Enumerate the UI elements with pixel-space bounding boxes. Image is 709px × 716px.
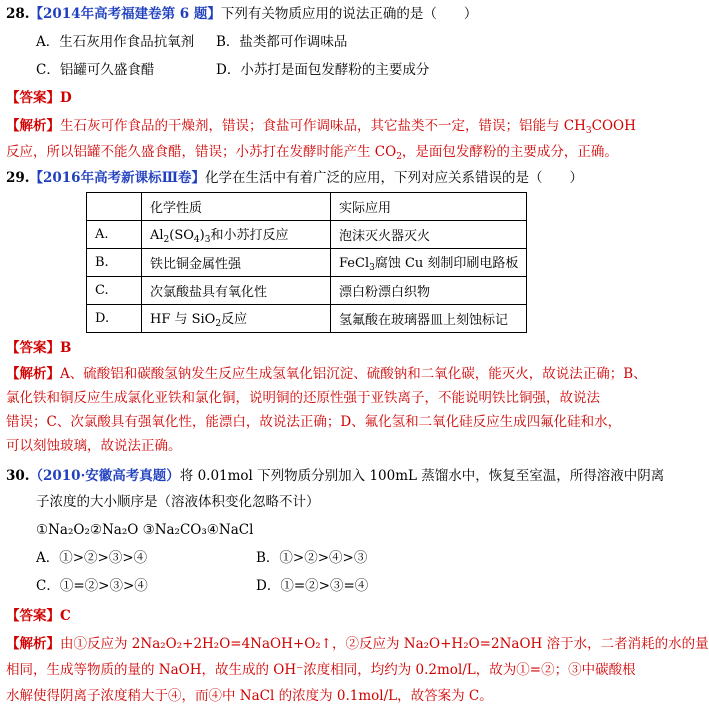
row-label: A. — [87, 221, 142, 249]
table-row — [87, 221, 527, 249]
application-cell: FeCl$_3$腐蚀 Cu 刻制印刷电路板 — [331, 249, 527, 277]
q30-items: ①Na₂O₂②Na₂O ③Na₂CO₃④NaCl — [36, 522, 254, 538]
q28-answer-label: 【答案】 — [6, 90, 60, 106]
q29-answer — [6, 338, 71, 358]
q28-option-c: C．铝罐可久盛食醋 — [36, 62, 155, 78]
row-label: B. — [87, 249, 142, 277]
q30-analysis-line-3: 水解使得阴离子浓度稍大于④，而④中 NaCl 的浓度为 0.1mol/L，故答案为 C。 — [6, 688, 493, 704]
table-header-cell: 实际应用 — [331, 193, 527, 221]
q30-option-c: C．①=②>③>④ — [36, 578, 148, 594]
table-header-cell: 化学性质 — [142, 193, 331, 221]
q29-answer-label: 【答案】 — [6, 340, 60, 356]
q29-table — [86, 192, 527, 333]
q28-source: 【2014年高考福建卷第 6 题】 — [29, 6, 221, 22]
q28-answer — [6, 88, 72, 108]
property-cell: 铁比铜金属性强 — [142, 249, 331, 277]
q28-analysis-line-1: 【解析】生石灰可作食品的干燥剂，错误；食盐可作调味品，其它盐类不一定，错误；铝能与 $CH_3COOH$ — [6, 118, 636, 136]
property-cell: $Al_2(SO_4)_3$和小苏打反应 — [142, 221, 331, 249]
application-cell: 氢氟酸在玻璃器皿上刻蚀标记 — [331, 305, 527, 333]
q28-number: 28. — [6, 6, 30, 22]
q29-number: 29. — [6, 170, 30, 186]
table-row — [87, 305, 527, 333]
q29-analysis-line-3: 错误；C、次氯酸具有强氧化性，能漂白，故说法正确；D、氟化氢和二氧化硅反应生成四氟化硅和水， — [6, 414, 622, 430]
q30-answer — [6, 606, 71, 626]
q29-analysis-label: 【解析】 — [6, 366, 60, 382]
q29-header — [6, 168, 583, 188]
q30-option-a: A．①>②>③>④ — [36, 550, 148, 566]
q28-stem: 下列有关物质应用的说法正确的是（ ） — [220, 6, 478, 22]
q28-analysis-text: COOH — [591, 118, 636, 134]
q28-analysis-line-2: 反应，所以铝罐不能久盛食醋，错误；小苏打在发酵时能产生 $CO_2$，是面包发酵粉的主要成分，正确。 — [6, 144, 618, 162]
q30-number: 30. — [6, 468, 30, 484]
q30-analysis-line-1 — [6, 634, 709, 654]
table-row — [87, 249, 527, 277]
q30-analysis-line-2: 相同，生成等物质的量的 NaOH，故生成的 OH⁻浓度相同，均约为 0.2mol/L，故为①=②；③中碳酸根 — [6, 662, 636, 678]
q28-analysis-label: 【解析】 — [6, 118, 60, 134]
q30-stem: 将 0.01mol 下列物质分别加入 100mL 蒸馏水中，恢复至室温，所得溶液中阴离 — [179, 468, 665, 484]
table-row — [87, 277, 527, 305]
q28-answer-value: D — [60, 90, 72, 106]
q30-analysis-text: 由①反应为 2Na₂O₂+2H₂O=4NaOH+O₂↑，②反应为 Na₂O+H₂O=2NaOH 溶于水，二者消耗的水的量 — [60, 636, 709, 652]
q28-header — [6, 4, 477, 24]
property-cell: 次氯酸盐具有氧化性 — [142, 277, 331, 305]
q30-answer-label: 【答案】 — [6, 608, 60, 624]
table-row — [87, 193, 527, 221]
q29-stem: 化学在生活中有着广泛的应用，下列对应关系错误的是（ ） — [205, 170, 584, 186]
q30-source: （2010·安徽高考真题） — [29, 468, 180, 484]
row-label: D. — [87, 305, 142, 333]
q28-option-d: D．小苏打是面包发酵粉的主要成分 — [216, 62, 430, 78]
property-cell: HF 与 SiO$_2$反应 — [142, 305, 331, 333]
q29-analysis-line-4: 可以刻蚀玻璃，故说法正确。 — [6, 438, 182, 454]
q28-analysis-text: 反应，所以铝罐不能久盛食醋，错误；小苏打在发酵时能产生 CO — [6, 144, 397, 160]
q30-stem-line-2: 子浓度的大小顺序是（溶液体积变化忽略不计） — [36, 494, 320, 510]
q28-option-a: A．生石灰用作食品抗氧剂 — [36, 34, 195, 50]
application-cell: 漂白粉漂白织物 — [331, 277, 527, 305]
application-cell: 泡沫灭火器灭火 — [331, 221, 527, 249]
q30-analysis-label: 【解析】 — [6, 636, 60, 652]
q30-option-d: D．①=②>③=④ — [256, 578, 369, 594]
table-header-cell — [87, 193, 142, 221]
q29-analysis-line-2: 氯化铁和铜反应生成氯化亚铁和氯化铜，说明铜的还原性强于亚铁离子，不能说明铁比铜强，故说法 — [6, 390, 600, 406]
q28-option-b: B．盐类都可作调味品 — [216, 34, 348, 50]
q29-analysis-line-1 — [6, 364, 647, 384]
q28-analysis-text: ，是面包发酵粉的主要成分，正确。 — [401, 144, 618, 160]
row-label: C. — [87, 277, 142, 305]
q29-source: 【2016年高考新课标Ⅲ卷】 — [29, 170, 206, 186]
q30-header — [6, 466, 664, 486]
q30-option-b: B．①>②>④>③ — [256, 550, 368, 566]
q28-analysis-text: 生石灰可作食品的干燥剂，错误；食盐可作调味品，其它盐类不一定，错误；铝能与 CH — [60, 118, 586, 134]
q29-answer-value: B — [60, 340, 72, 356]
q30-answer-value: C — [60, 608, 71, 624]
q29-analysis-text: A、硫酸铝和碳酸氢钠发生反应生成氢氧化铝沉淀、硫酸钠和二氧化碳，能灭火，故说法正确；B、 — [60, 366, 647, 382]
